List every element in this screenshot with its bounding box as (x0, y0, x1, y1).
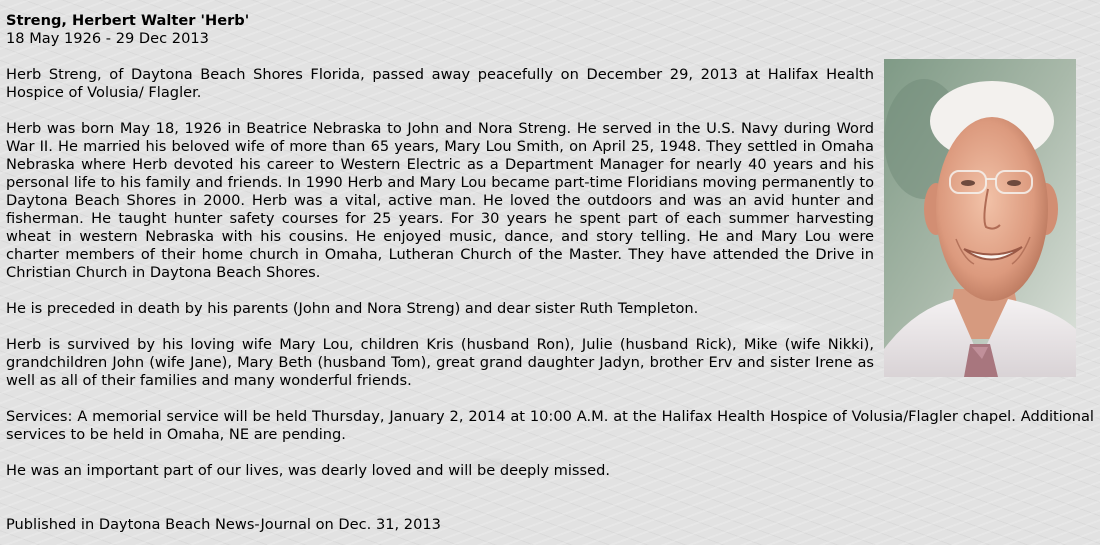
obituary (6, 12, 1094, 534)
portrait-photo (884, 59, 1076, 377)
obituary-paragraph: Herb was born May 18, 1926 in Beatrice Nebraska to John and Nora Streng. He served in the U.S. Navy during Word War II. He married his beloved wife of more than 65 years, Mary Lou Smith, on April 25, 1948. They settled in Omaha Nebraska where Herb devoted his career to Western Electric as a Department Manager for nearly 40 years and his personal life to his family and friends. In 1990 Herb and Mary Lou became part-time Floridians moving permanently to Daytona Beach Shores in 2000. Herb was a vital, active man. He loved the outdoors and was an avid hunter and fisherman. He taught hunter safety courses for 25 years. For 30 years he spent part of each summer harvesting wheat in western Nebraska with his cousins. He enjoyed music, dance, and story telling. He and Mary Lou were charter members of their home church in Omaha, Lutheran Church of the Master. They have attended the Drive in Christian Church in Daytona Beach Shores. (6, 120, 874, 281)
obituary-dates: 18 May 1926 - 29 Dec 2013 (6, 30, 209, 47)
obituary-paragraph: Services: A memorial service will be held Thursday, January 2, 2014 at 10:00 A.M. at the Halifax Health Hospice of Volusia/Flagler chapel. Additional services to be held in Omaha, NE are pending. (6, 408, 1094, 443)
published-note: Published in Daytona Beach News-Journal on Dec. 31, 2013 (6, 516, 441, 533)
obituary-paragraph: He is preceded in death by his parents (John and Nora Streng) and dear sister Ruth Templeton. (6, 300, 699, 317)
obituary-paragraph: He was an important part of our lives, was dearly loved and will be deeply missed. (6, 462, 611, 479)
obituary-name: Streng, Herbert Walter 'Herb' (6, 12, 250, 29)
obituary-paragraph: Herb Streng, of Daytona Beach Shores Florida, passed away peacefully on December 29, 2013 at Halifax Health Hospice of Volusia/ Flagler. (6, 66, 874, 101)
obituary-paragraph: Herb is survived by his loving wife Mary Lou, children Kris (husband Ron), Julie (husband Rick), Mike (wife Nikki), grandchildren John (wife Jane), Mary Beth (husband Tom), great grand daughter Jadyn, brother Erv and sister Irene as well as all of their families and many wonderful friends. (6, 336, 874, 389)
